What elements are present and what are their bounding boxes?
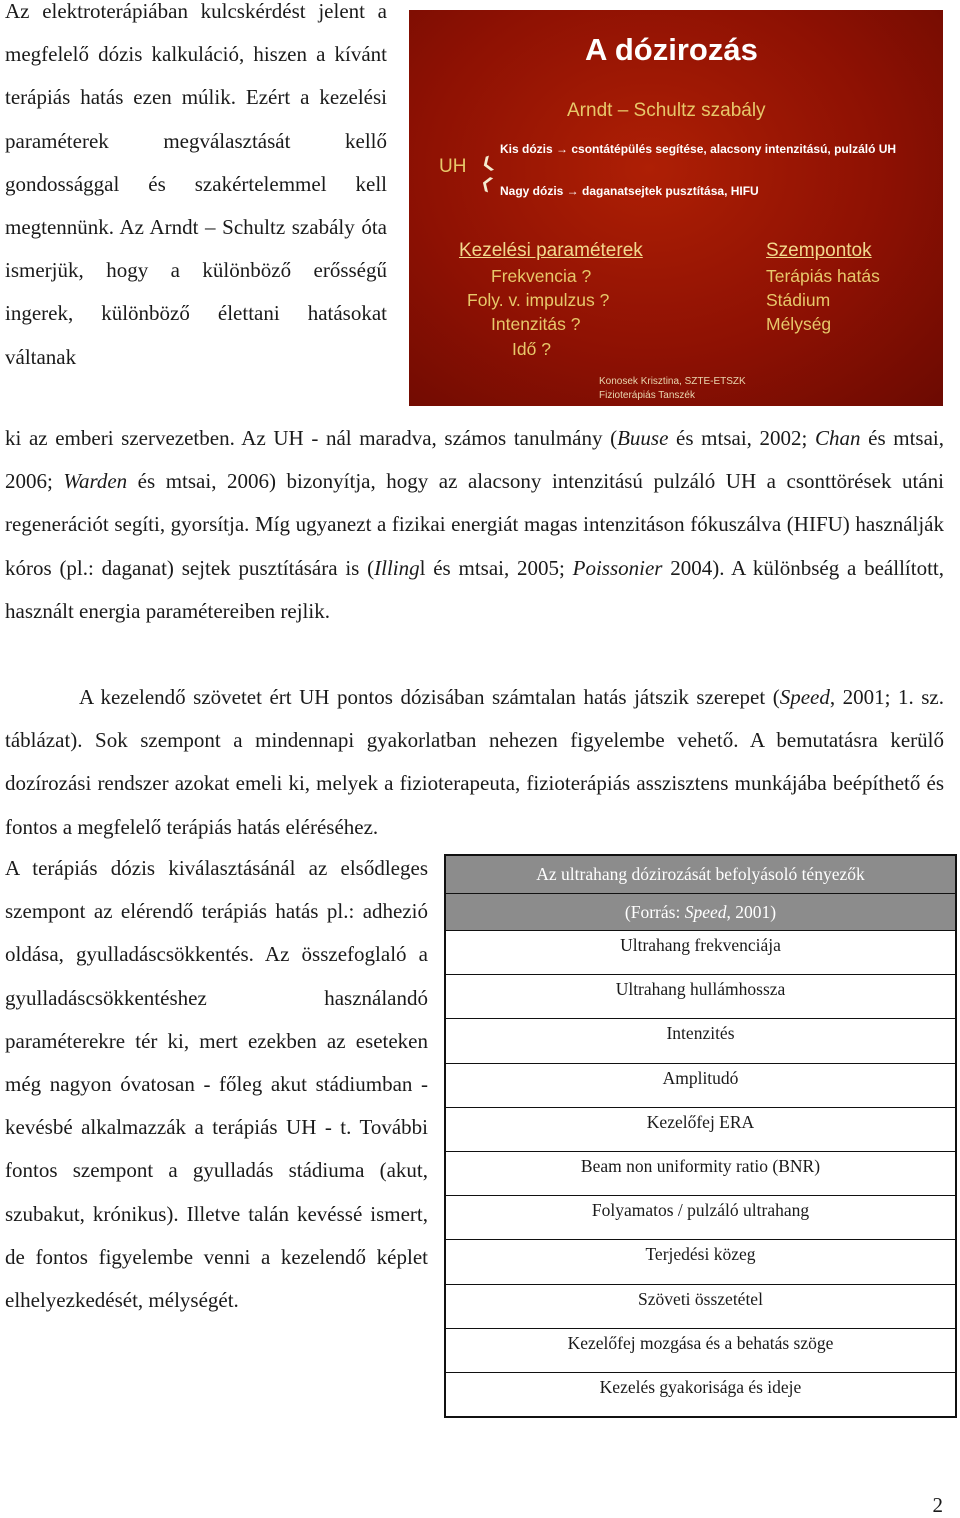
table-cell: Szöveti összetétel bbox=[638, 1288, 763, 1309]
citation: Buuse bbox=[617, 426, 669, 450]
table-cell: Amplitudó bbox=[662, 1067, 739, 1088]
slide-param-item: Frekvencia ? bbox=[491, 266, 592, 286]
slide-footer-line: Konosek Krisztina, SZTE-ETSZK bbox=[599, 376, 746, 387]
slide-param-item: Idő ? bbox=[512, 339, 551, 359]
paragraph-studies: ki az emberi szervezetben. Az UH - nál maradva, számos tanulmány (Buuse és mtsai, 2002; Chan és mtsai, 2006; Warden és mtsai, 2006) bizonyítja, hogy az alacsony intenzitású pulzáló UH a csonttörések utáni regenerációt segíti, gyorsítja. Míg ugyanezt a fizikai energiát magas intenzitáson fókuszálva (HIFU) használják kóros (pl.: daganat) sejtek pusztítására is (Illingl és mtsai, 2005; Poissonier 2004). A különbség a beállított, használt energia paramétereiben rejlik. bbox=[5, 426, 945, 623]
citation: Speed bbox=[779, 685, 830, 709]
brace-up-icon: ❮ bbox=[478, 153, 497, 174]
intro-paragraph bbox=[5, 0, 387, 379]
dosage-slide-image bbox=[409, 10, 943, 406]
table-cell: Folyamatos / pulzáló ultrahang bbox=[591, 1200, 810, 1221]
citation: Warden bbox=[63, 469, 128, 494]
slide-title: A dózirozás bbox=[585, 32, 758, 67]
slide-aspect-item: Stádium bbox=[766, 290, 831, 310]
paragraph-dose-factors: A kezelendő szövetet ért UH pontos dózisában számtalan hatás játszik szerepet (Speed, 2001; 1. sz. táblázat). Sok szempont a mindennapi gyakorlatban nehezen figyelembe vehető. A bemutatásra kerülő dozírozási rendszer azokat emeli ki, melyek a fizioterapeuta, fizioterápiás asszisztens munkájába beépíthető és fontos a megfelelő terápiás hatás eléréséhez. bbox=[5, 685, 945, 839]
table-cell: Kezelőfej mozgása és a behatás szöge bbox=[567, 1332, 834, 1353]
table-source: (Forrás: Speed, 2001) bbox=[445, 894, 956, 931]
table-row bbox=[445, 1107, 956, 1151]
brace-down-icon: ❮ bbox=[478, 173, 496, 194]
table-cell: Kezelőfej ERA bbox=[646, 1111, 755, 1132]
table-cell: Terjedési közeg bbox=[645, 1244, 756, 1265]
table-row bbox=[445, 1284, 956, 1328]
table-header-row bbox=[445, 855, 956, 894]
slide-aspects-heading: Szempontok bbox=[766, 240, 872, 261]
slide-aspect-item: Mélység bbox=[766, 314, 832, 334]
table-row bbox=[445, 1151, 956, 1195]
table-row bbox=[445, 1372, 956, 1417]
slide-params-heading: Kezelési paraméterek bbox=[459, 240, 643, 261]
table-header: Az ultrahang dózirozását befolyásoló tényezők bbox=[445, 855, 956, 894]
citation: Poissonier bbox=[572, 555, 663, 580]
slide-aspect-item: Terápiás hatás bbox=[766, 266, 880, 286]
dosage-factors-table bbox=[444, 854, 957, 1418]
table-cell: Ultrahang hullámhossza bbox=[615, 979, 786, 1000]
table-row bbox=[445, 1240, 956, 1284]
table-row bbox=[445, 1196, 956, 1240]
table-row bbox=[445, 975, 956, 1019]
citation: Chan bbox=[815, 426, 861, 450]
paragraph-therapeutic-dose: A terápiás dózis kiválasztásánál az elsődleges szempont az elérendő terápiás hatás pl.: adhezió oldása, gyulladáscsökkentés. Az összefoglaló a gyulladáscsökkentéshez használandó paraméterekre tér ki, mert ezekben az eseteken még nagyon óvatosan - főleg akut stádiumban - kevésbé alkalmazzák a terápiás UH - t. További fontos szempont a gyulladás stádiuma (akut, szubakut, krónikus). Illetve talán kevéssé ismert, de fontos figyelembe venni a kezelendő képlet elhelyezkedését, mélységét. bbox=[5, 856, 428, 1313]
table-source-row bbox=[445, 894, 956, 931]
intro-text: Az elektroterápiában kulcskérdést jelent a megfelelő dózis kalkuláció, hiszen a kívánt terápiás hatás ezen múlik. Ezért a kezelési paraméterek megválasztását kellő gondossággal és szakértelemmel kell megtennünk. Az Arndt – Schultz szabály óta ismerjük, hogy a különböző erősségű ingerek, különböző élettani hatásokat váltanak bbox=[5, 0, 387, 369]
slide-low-dose-line: Kis dózis → csontátépülés segítése, alacsony intenzitású, pulzáló UH bbox=[500, 142, 897, 156]
slide-subtitle: Arndt – Schultz szabály bbox=[567, 100, 766, 121]
table-row bbox=[445, 931, 956, 975]
slide-uh-label: UH bbox=[439, 156, 467, 177]
table-row bbox=[445, 1063, 956, 1107]
slide-param-item: Intenzitás ? bbox=[491, 314, 581, 334]
table-cell: Ultrahang frekvenciája bbox=[620, 935, 781, 955]
citation: Illing bbox=[374, 555, 420, 580]
slide-footer-line: Fizioterápiás Tanszék bbox=[599, 390, 695, 401]
table-row bbox=[445, 1019, 956, 1063]
table-cell: Intenzités bbox=[666, 1023, 735, 1044]
slide-high-dose-line: Nagy dózis → daganatsejtek pusztítása, HIFU bbox=[500, 184, 759, 198]
slide-param-item: Foly. v. impulzus ? bbox=[467, 290, 610, 310]
table-row bbox=[445, 1328, 956, 1372]
table-cell: Kezelés gyakorisága és ideje bbox=[599, 1376, 802, 1397]
table-cell: Beam non uniformity ratio (BNR) bbox=[580, 1155, 821, 1176]
page-number: 2 bbox=[932, 1493, 943, 1517]
